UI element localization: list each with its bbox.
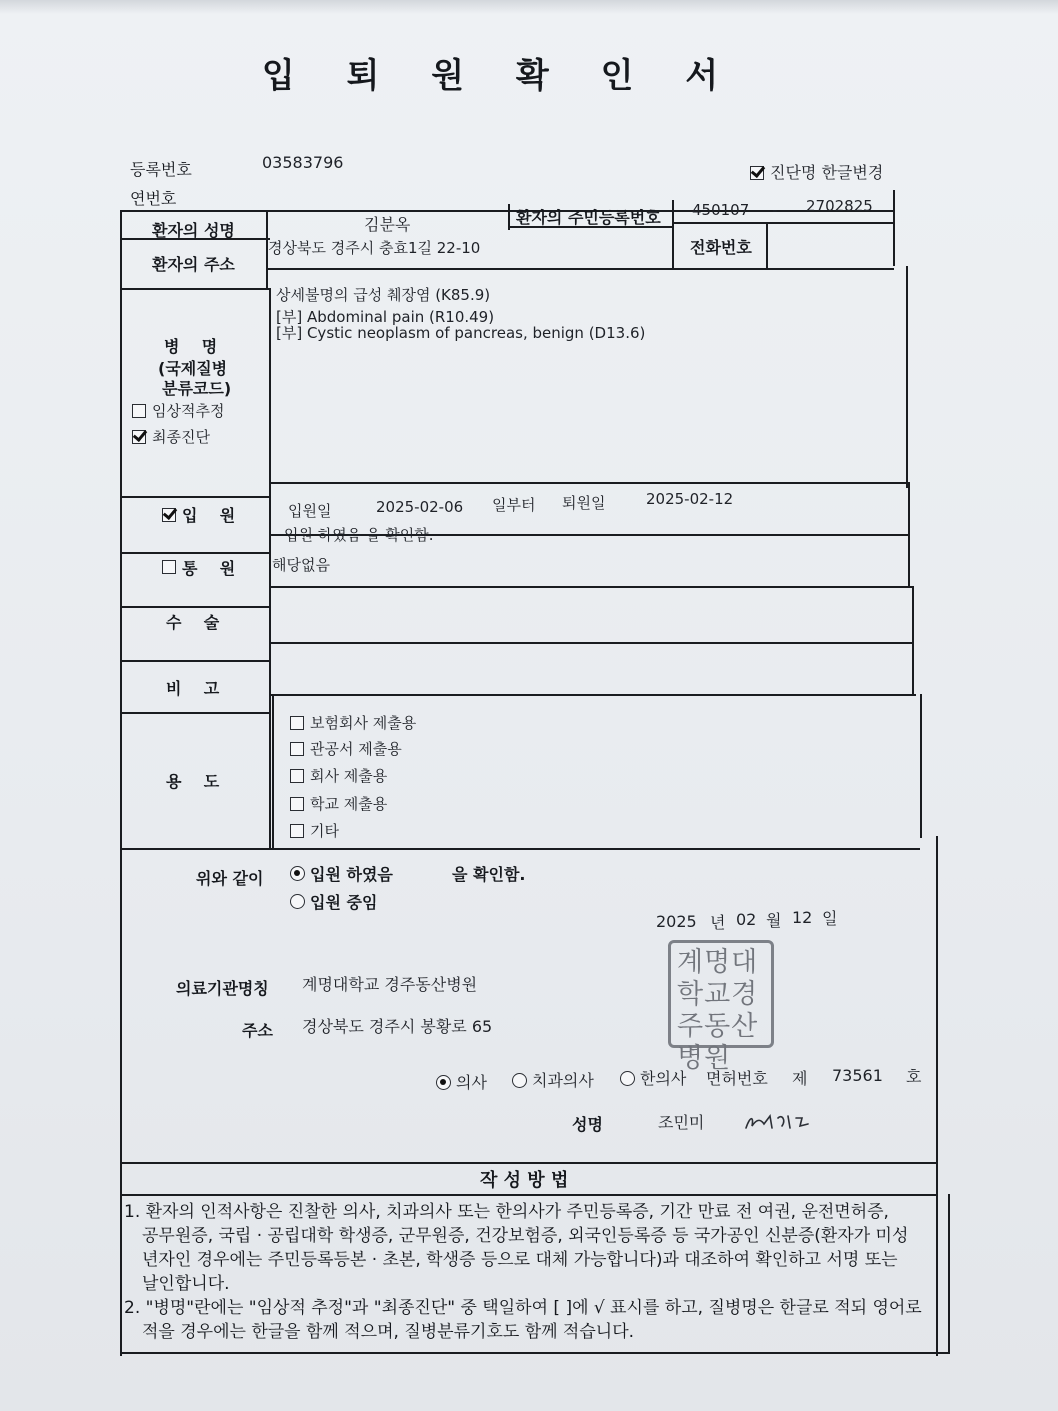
issue-month: 02 <box>736 910 757 929</box>
remarks-row-bottom <box>270 694 916 696</box>
registration-label: 등록번호 <box>130 160 192 179</box>
table-right-border-purpose <box>920 694 922 838</box>
phone-divider <box>766 224 768 270</box>
instructions-right-border <box>948 1194 950 1354</box>
issue-month-label: 월 <box>766 911 782 930</box>
confirm-tail: 을 확인함. <box>452 865 526 884</box>
purpose-government-checkbox[interactable] <box>290 742 304 756</box>
issue-day: 12 <box>792 908 813 927</box>
outpatient-value: 해당없음 <box>272 556 330 574</box>
phone-label: 전화번호 <box>690 238 752 257</box>
doctor-name-label: 성명 <box>572 1115 603 1134</box>
instruction-line: 공무원증, 국립 · 공립대학 학생증, 군무원증, 건강보험증, 외국인등록증 등 국가공인 신분증(환자가 미성 <box>142 1226 909 1246</box>
admission-confirm-text: 입원 하였음 을 확인함. <box>284 526 434 544</box>
purpose-option: 기타 <box>310 822 339 840</box>
admission-row-bottom-left <box>120 552 270 554</box>
instruction-line: 2. "병명"란에는 "임상적 추정"과 "최종진단" 중 택일하여 [ ]에 √ 표시를 하고, 질병명은 한글로 적되 영어로 <box>124 1298 922 1318</box>
hospital-seal <box>668 940 774 1074</box>
address-row-bottom <box>268 268 894 270</box>
purpose-option: 보험회사 제출용 <box>310 714 417 732</box>
rrn-dash: - <box>772 201 778 219</box>
inpatient-label: 입원 중임 <box>310 893 378 912</box>
outpatient-label: 통 원 <box>182 559 236 578</box>
rrn-back: 2702825 <box>806 197 873 215</box>
diagnosis-label-line1: 병 명 <box>164 337 218 356</box>
diagnosis-item: [부] Abdominal pain (R10.49) <box>276 308 495 326</box>
purpose-company-checkbox[interactable] <box>290 769 304 783</box>
institution-name: 계명대학교 경주동산병원 <box>302 975 478 994</box>
instructions-title: 작 성 방 법 <box>480 1170 569 1191</box>
remarks-label: 비 고 <box>166 679 220 698</box>
patient-name: 김분옥 <box>364 215 411 234</box>
instruction-line: 1. 환자의 인적사항은 진찰한 의사, 치과의사 또는 한의사가 주민등록증, 기간 만료 전 여권, 운전면허증, <box>124 1202 889 1222</box>
dentist-label: 치과의사 <box>532 1071 594 1090</box>
diagnosis-row-bottom <box>270 482 908 484</box>
final-diagnosis-checkbox[interactable] <box>132 430 146 444</box>
korean-change-checkbox[interactable] <box>750 166 764 180</box>
doctor-radio[interactable] <box>436 1075 451 1090</box>
dentist-radio[interactable] <box>512 1073 527 1088</box>
table-bottom-border <box>120 1352 950 1354</box>
clinical-estimate-checkbox[interactable] <box>132 404 146 418</box>
diagnosis-label-line2: (국제질병 <box>158 359 228 378</box>
surgery-label: 수 술 <box>166 613 220 632</box>
purpose-option: 회사 제출용 <box>310 767 388 785</box>
table-right-border-top <box>893 190 895 266</box>
admit-date-label: 입원일 <box>288 502 332 520</box>
diagnosis-label-line3: 분류코드) <box>162 379 232 398</box>
rrn-value-divider <box>672 200 674 270</box>
license-label: 면허번호 <box>706 1069 768 1088</box>
admit-date: 2025-02-06 <box>376 498 464 516</box>
table-left-border <box>120 210 122 1356</box>
institution-address-label: 주소 <box>242 1021 273 1040</box>
address-row-bottom-left <box>120 288 270 290</box>
purpose-row-bottom <box>120 848 920 850</box>
surgery-row-bottom <box>270 642 914 644</box>
inpatient-radio[interactable] <box>290 894 305 909</box>
outpatient-checkbox[interactable] <box>162 560 176 574</box>
rrn-front: 450107 <box>692 201 750 219</box>
license-number: 73561 <box>832 1066 883 1085</box>
issue-year: 2025 <box>656 912 697 931</box>
instructions-title-bottom <box>120 1194 938 1196</box>
instruction-line: 적을 경우에는 한글을 함께 적으며, 질병분류기호도 함께 적습니다. <box>142 1322 635 1342</box>
doctor-signature <box>742 1110 814 1134</box>
phone-top-line <box>672 222 894 224</box>
purpose-insurance-checkbox[interactable] <box>290 716 304 730</box>
issue-day-label: 일 <box>822 909 838 928</box>
surgery-row-bottom-left <box>120 660 270 662</box>
oriental-doctor-radio[interactable] <box>620 1071 635 1086</box>
outpatient-row-bottom-left <box>120 606 270 608</box>
diagnosis-item: 상세불명의 급성 췌장염 (K85.9) <box>276 286 491 304</box>
label-col-divider <box>269 288 271 848</box>
purpose-school-checkbox[interactable] <box>290 797 304 811</box>
outpatient-row-bottom <box>270 586 912 588</box>
purpose-other-checkbox[interactable] <box>290 824 304 838</box>
table-top-border <box>120 210 894 212</box>
registration-number: 03583796 <box>262 153 344 172</box>
admission-checkbox[interactable] <box>162 508 176 522</box>
remarks-row-bottom-left <box>120 712 270 714</box>
confirm-lead: 위와 같이 <box>196 869 264 888</box>
table-right-border-mid <box>906 266 908 488</box>
korean-change-label: 진단명 한글변경 <box>770 163 884 182</box>
final-diagnosis-label: 최종진단 <box>152 428 210 446</box>
institution-name-label: 의료기관명칭 <box>176 979 269 998</box>
patient-address: 경상북도 경주시 충효1길 22-10 <box>268 239 481 257</box>
purpose-option: 학교 제출용 <box>310 795 388 813</box>
page-edge <box>0 0 1058 14</box>
discharge-date: 2025-02-12 <box>646 490 734 508</box>
rrn-label: 환자의 주민등록번호 <box>516 208 661 227</box>
seal-lettering: 계명대학교경주동산병원 <box>677 947 759 1074</box>
instructions-top-border <box>120 1162 938 1164</box>
table-right-border-bottom <box>936 836 938 1356</box>
admitted-label: 입원 하였음 <box>310 865 393 884</box>
document-title: 입 퇴 원 확 인 서 <box>261 56 739 96</box>
admitted-radio[interactable] <box>290 866 305 881</box>
license-suffix: 호 <box>906 1067 922 1086</box>
institution-address: 경상북도 경주시 봉황로 65 <box>302 1017 493 1036</box>
purpose-col-divider <box>272 694 274 848</box>
diagnosis-item: [부] Cystic neoplasm of pancreas, benign (D13.6) <box>276 324 646 342</box>
instruction-line: 년자인 경우에는 주민등록등본 · 초본, 학생증 등으로 대체 가능합니다)과 대조하여 확인하고 서명 또는 <box>142 1250 898 1270</box>
license-prefix: 제 <box>792 1069 808 1088</box>
clinical-estimate-label: 임상적추정 <box>152 402 225 420</box>
discharge-date-label: 퇴원일 <box>562 494 606 512</box>
doctor-label: 의사 <box>456 1073 487 1092</box>
admission-label: 입 원 <box>182 506 236 525</box>
patient-name-label: 환자의 성명 <box>152 221 235 240</box>
issue-year-label: 년 <box>710 913 726 932</box>
purpose-label: 용 도 <box>166 772 220 791</box>
purpose-option: 관공서 제출용 <box>310 740 402 758</box>
diagnosis-row-bottom-left <box>120 496 270 498</box>
instruction-line: 날인합니다. <box>142 1274 230 1294</box>
from-label: 일부터 <box>492 496 536 514</box>
oriental-doctor-label: 한의사 <box>640 1069 687 1088</box>
table-right-border-surg <box>912 586 914 696</box>
serial-label: 연번호 <box>130 189 177 208</box>
patient-address-label: 환자의 주소 <box>152 255 235 274</box>
doctor-name: 조민미 <box>658 1113 705 1132</box>
